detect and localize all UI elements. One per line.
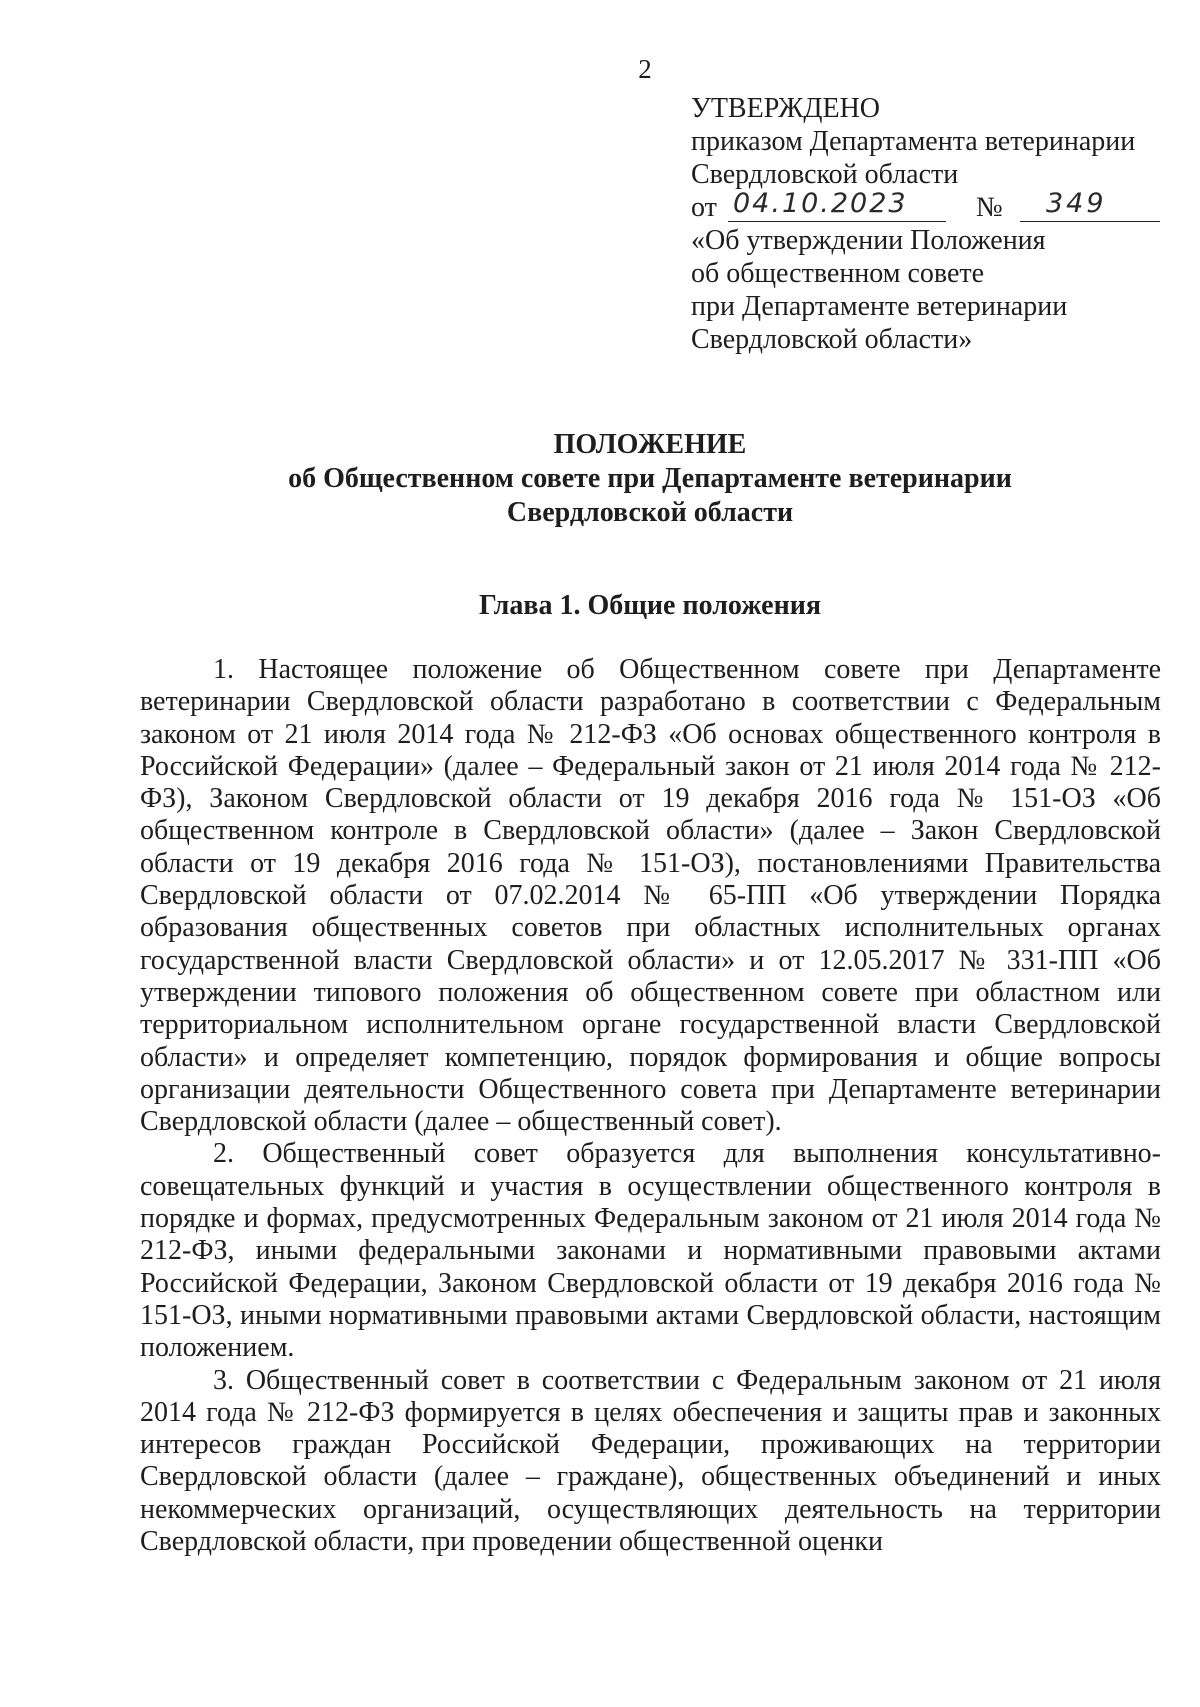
approval-region-line: Свердловской области <box>691 159 959 190</box>
approval-order-line: приказом Департамента ветеринарии <box>691 126 1136 157</box>
approval-subject-line: об общественном совете <box>691 258 985 289</box>
document-title <box>180 428 1120 530</box>
title-line-1: ПОЛОЖЕНИЕ <box>553 429 747 460</box>
number-field-underline <box>1020 221 1160 222</box>
paragraph-1: 1. Настоящее положение об Общественном совете при Департаменте ветеринарии Свердловской области разработано в соответствии с Федеральным законом от 21 июля 2014 года № 212-ФЗ «Об основах общественного контроля в Российской Федерации» (далее – Федеральный закон от 21 июля 2014 года № 212- ФЗ), Законом Свердловской области от 19 декабря 2016 года № 151-ОЗ «Об общественном контроле в Свердловской области» (далее – Закон Свердловской области от 19 декабря 2016 года № 151-ОЗ), постановлениями Правительства Свердловской области от 07.02.2014 № 65-ПП «Об утверждении Порядка образования общественных советов при областных исполнительных органах государственной власти Свердловской области» и от 12.05.2017 № 331-ПП «Об утверждении типового положения об общественном совете при областном или территориальном исполнительном органе государственной власти Свердловской области» и определяет компетенцию, порядок формирования и общие вопросы организации деятельности Общественного совета при Департаменте ветеринарии Свердловской области (далее – общественный совет). <box>140 654 1161 1138</box>
paragraph-3: 3. Общественный совет в соответствии с Федеральным законом от 21 июля 2014 года № 212-ФЗ формируется в целях обеспечения и защиты прав и законных интересов граждан Российской Федерации, проживающих на территории Свердловской области (далее – граждане), общественных объединений и иных некоммерческих организаций, осуществляющих деятельность на территории Свердловской области, при проведении общественной оценки <box>140 1364 1161 1558</box>
page-number: 2 <box>638 54 652 84</box>
from-label: от <box>691 192 717 223</box>
date-field-underline <box>728 221 946 222</box>
approval-heading: УТВЕРЖДЕНО <box>691 93 881 124</box>
handwritten-number: 349 <box>1046 188 1107 219</box>
approval-date-number-line <box>691 188 1161 224</box>
handwritten-date: 04.10.2023 <box>733 188 908 219</box>
document-body <box>140 654 1161 1558</box>
title-line-2: об Общественном совете при Департаменте ветеринарии <box>288 463 1012 494</box>
approval-subject-line: при Департаменте ветеринарии <box>691 291 1068 322</box>
approval-subject-line: «Об утверждении Положения <box>691 225 1046 256</box>
approval-block <box>691 92 1161 356</box>
paragraph-2: 2. Общественный совет образуется для выполнения консультативно-совещательных функций и участия в осуществлении общественного контроля в порядке и формах, предусмотренных Федеральным законом от 21 июля 2014 года № 212-ФЗ, иными федеральными законами и нормативными правовыми актами Российской Федерации, Законом Свердловской области от 19 декабря 2016 года № 151-ОЗ, иными нормативными правовыми актами Свердловской области, настоящим положением. <box>140 1138 1161 1364</box>
title-line-3: Свердловской области <box>506 497 794 528</box>
chapter-heading: Глава 1. Общие положения <box>478 590 821 621</box>
number-label: № <box>976 192 1003 223</box>
approval-subject-line: Свердловской области» <box>691 324 973 355</box>
